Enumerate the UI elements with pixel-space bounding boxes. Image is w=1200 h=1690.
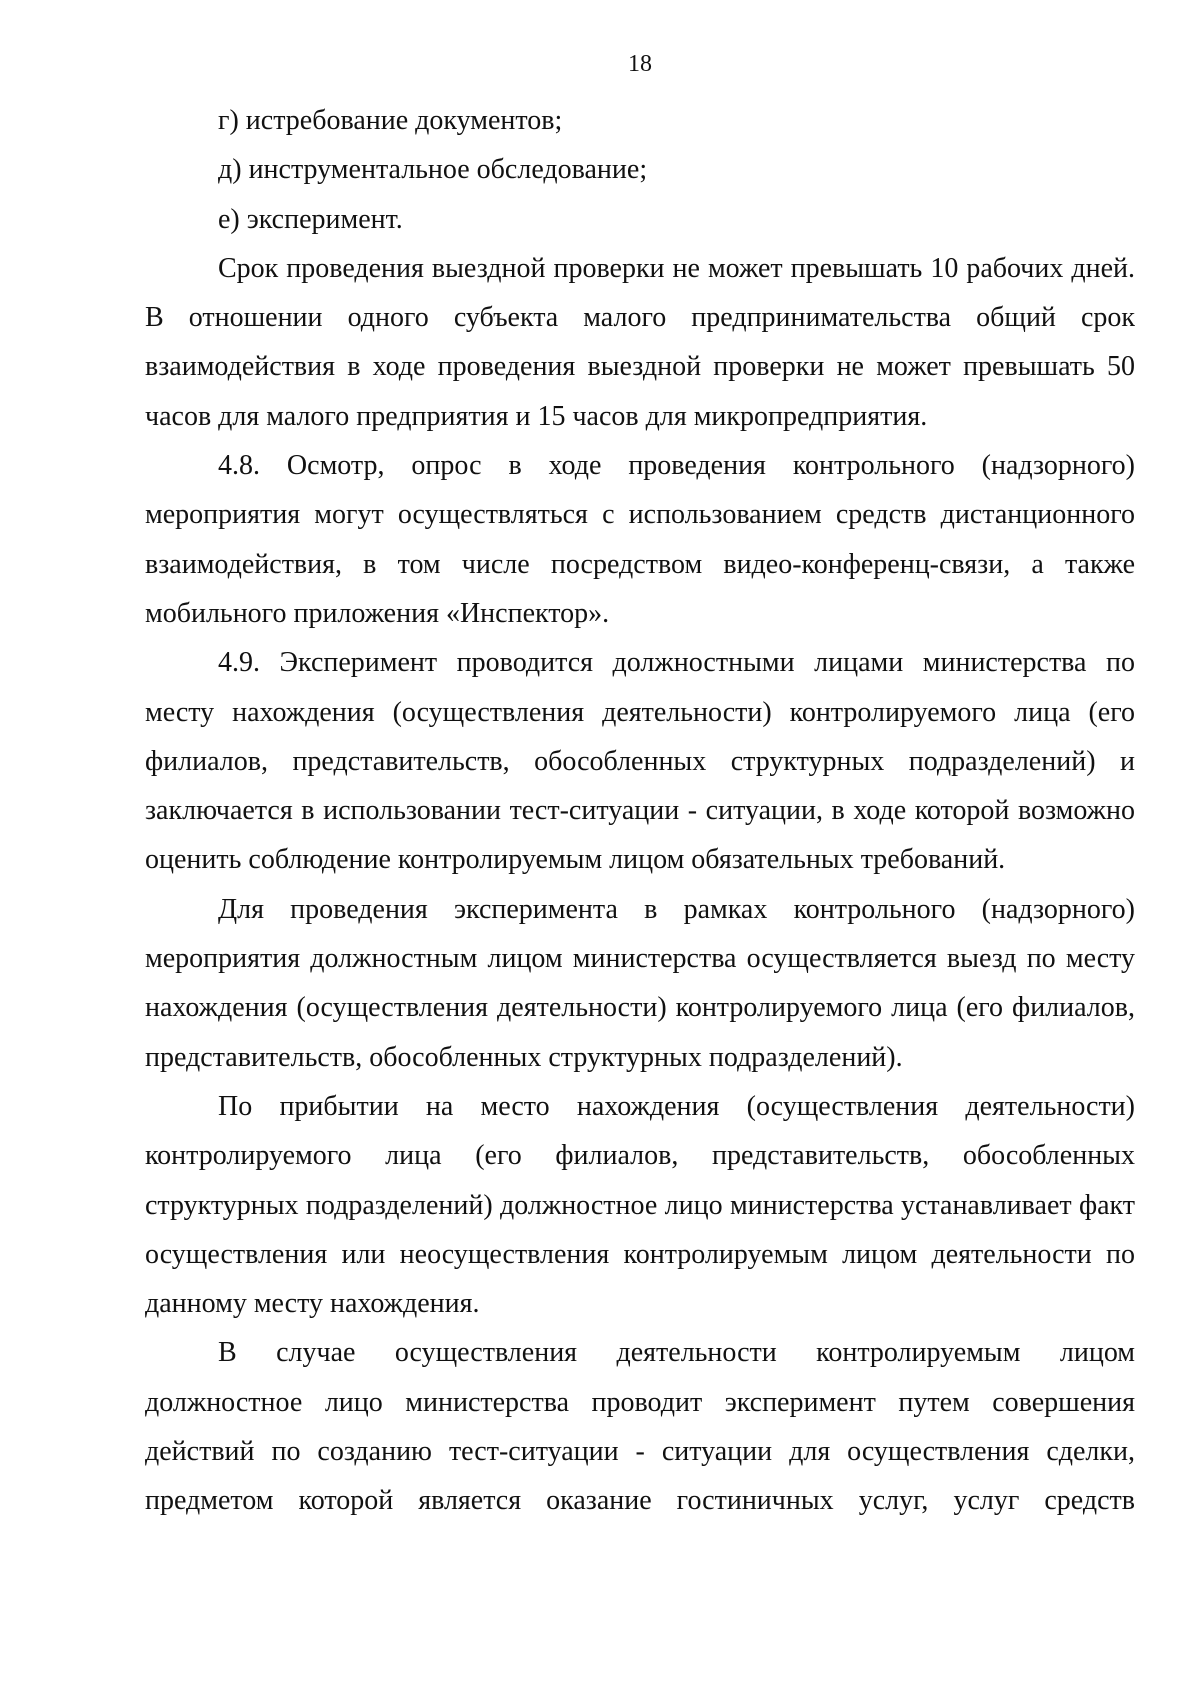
list-item-g: г) истребование документов; <box>218 105 563 136</box>
paragraph-experiment-visit: Для проведения эксперимента в рамках контрольного (надзорного) мероприятия должностным лицом министерства осуществляется выезд по месту нахождения (осуществления деятельности) контролируемого лица (его филиалов, представительств, обособленных структурных подразделений). <box>145 893 1135 1073</box>
page-number: 18 <box>628 51 652 77</box>
list-item-d: д) инструментальное обследование; <box>218 154 648 186</box>
paragraph-inspection-term: Срок проведения выездной проверки не может превышать 10 рабочих дней. В отношении одного субъекта малого предпринимательства общий срок взаимодействия в ходе проведения выездной проверки не может превышать 50 часов для малого предприятия и 15 часов для микропредприятия. <box>145 252 1135 432</box>
paragraph-4-8: 4.8. Осмотр, опрос в ходе проведения контрольного (надзорного) мероприятия могут осуществляться с использованием средств дистанционного взаимодействия, в том числе посредством видео-конференц-связи, а также мобильного приложения «Инспектор». <box>145 450 1135 629</box>
paragraph-test-situation: В случае осуществления деятельности контролируемым лицом должностное лицо министерства проводит эксперимент путем совершения действий по созданию тест-ситуации - ситуации для осуществления сделки, предметом которой является оказание гостиничных услуг, услуг средств <box>145 1337 1135 1517</box>
paragraph-4-9: 4.9. Эксперимент проводится должностными лицами министерства по месту нахождения (осуществления деятельности) контролируемого лица (его филиалов, представительств, обособленных структурных подразделений) и заключается в использовании тест-ситуации - ситуации, в ходе которой возможно оценить соблюдение контролируемым лицом обязательных требований. <box>145 647 1135 876</box>
document-body <box>145 96 1135 1526</box>
list-item-e: е) эксперимент. <box>218 203 403 235</box>
paragraph-arrival: По прибытии на место нахождения (осуществления деятельности) контролируемого лица (его филиалов, представительств, обособленных структурных подразделений) должностное лицо министерства устанавливает факт осуществления или неосуществления контролируемым лицом деятельности по данному месту нахождения. <box>145 1090 1135 1320</box>
